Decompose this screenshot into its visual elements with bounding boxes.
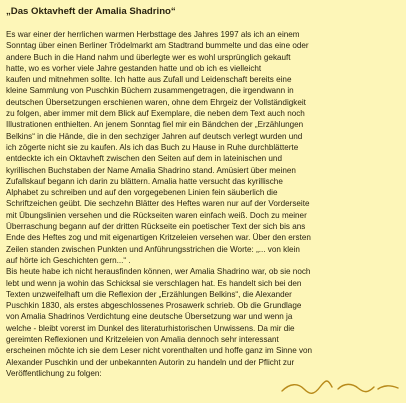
body-line: Texten unzweifelhaft um die Reflexion der „Erzählungen Belkins“, die Alexander (6, 289, 292, 299)
body-line: Illustrationen enthielten. An jenem Sonntag fiel mir ein Bändchen der „Erzählungen (6, 120, 304, 130)
body-line: kaufen und mitnehmen sollte. Ich hatte aus Zufall und Leidenschaft bereits eine (6, 75, 292, 85)
body-line: andere Buch in die Hand nahm und überlegte wer es wohl ursprünglich gekauft (6, 52, 291, 62)
body-line: Veröffentlichung zu folgen: (6, 368, 102, 378)
body-line: Alphabet zu schreiben und auf den vorgegebenen Linien fein säuberlich die (6, 188, 278, 198)
body-line: ich zögerte nicht sie zu kaufen. Als ich das Buch zu Hause in Ruhe durchblätterte (6, 142, 299, 152)
body-line: hatte, wo es vorher viele Jahre gestanden hatte und ob ich es vielleicht (6, 63, 262, 73)
document-body (6, 29, 402, 379)
body-line: Puschkin 1830, als erstes abgeschlossenes Prosawerk schrieb. Ob die Grundlage (6, 301, 302, 311)
document-title: „Das Oktavheft der Amalia Shadrino“ (6, 6, 176, 17)
body-line: Belkins“ in die Hände, die in den sechziger Jahren auf deutsch verlegt wurden und (6, 131, 303, 141)
body-line: kleine Sammlung von Puschkin Büchern zusammengetragen, die irgendwann in (6, 86, 294, 96)
body-line: erscheinen möchte ich sie dem Leser nicht vorenthalten und hoffe ganz im Sinne von (6, 346, 313, 356)
body-line: Sonntag über einen Berliner Trödelmarkt am Stadtrand bummelte und das eine oder (6, 41, 309, 51)
signature-scribble-icon (280, 375, 400, 397)
body-line: Ende des Heftes zog und mit eigenartigen Kritzeleien versehen war. Über den ersten (6, 233, 311, 243)
body-line: Zeilen standen zwischen Punkten und Anführungsstrichen die Worte: „... von klein (6, 244, 300, 254)
body-line: lebt und wenn ja wohin das Schicksal sie verschlagen hat. Es handelt sich bei den (6, 278, 302, 288)
body-line: gereimten Reflexionen und Kritzeleien von Amalia dennoch sehr interessant (6, 335, 279, 345)
body-line: deutschen Übersetzungen erschienen waren, ohne dem Ehrgeiz der Vollständigkeit (6, 97, 306, 107)
body-line: Es war einer der herrlichen warmen Herbsttage des Jahres 1997 als ich an einem (6, 30, 300, 39)
body-line: entdeckte ich ein Oktavheft zwischen den Seiten auf dem in lateinischen und (6, 154, 282, 164)
body-line: Zufallskauf begann ich darin zu blättern. Amalia hatte versucht das kyrillische (6, 176, 283, 186)
body-line: zu folgen, aber immer mit dem Blick auf Exemplare, die neben dem Text auch noch (6, 109, 305, 119)
body-line: Überraschung begann auf der dritten Rückseite ein poetischer Text der sich bis ans (6, 222, 306, 232)
body-line: auf hörte ich Geschichten gern...“ . (6, 255, 131, 265)
body-line: von Amalia Shadrinos Verdichtung eine deutsche Übersetzung war und wenn ja (6, 312, 293, 322)
body-line: welche - bleibt vorerst im Dunkel des literaturhistorischen Unwissens. Da mir die (6, 323, 295, 333)
body-line: kyrillischen Buchstaben der Name Amalia Shadrino stand. Amüsiert über meinen (6, 165, 296, 175)
body-line: mit Übungslinien versehen und die Rückseiten waren einfach weiß. Doch zu meiner (6, 210, 307, 220)
body-line: Schriftzeichen geübt. Die sechzehn Blätter des Heftes waren nur auf der Vorderseite (6, 199, 310, 209)
body-line: Bis heute habe ich nicht herausfinden können, wer Amalia Shadrino war, ob sie noch (6, 267, 311, 277)
body-line: Alexander Puschkin und der unbekannten Autorin zu handeln und der Pflicht zur (6, 357, 295, 367)
